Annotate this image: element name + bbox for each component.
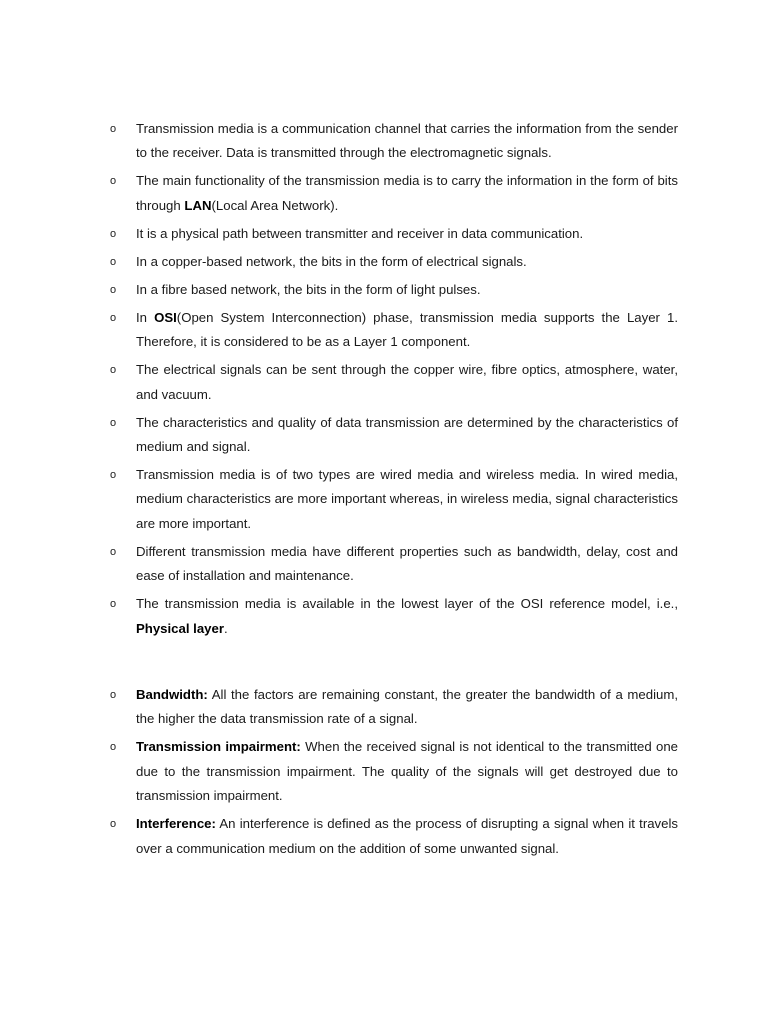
item-bold-term: Bandwidth: xyxy=(136,687,208,702)
bullet-circle-icon: o xyxy=(110,175,117,188)
list-item xyxy=(110,278,678,302)
bullet-circle-icon: o xyxy=(110,227,117,240)
item-text: An interference is defined as the process of disrupting a signal when it travels over a communication medium on the addition of some unwanted signal. xyxy=(136,816,678,856)
item-bold-term: Transmission impairment: xyxy=(136,739,301,755)
item-bold-term: Physical layer xyxy=(136,620,224,636)
item-bold-term: Interference: xyxy=(136,816,216,832)
bullet-circle-icon: o xyxy=(110,123,117,135)
bullet-circle-icon: o xyxy=(110,364,117,377)
item-text: The characteristics and quality of data transmission are determined by the characteristics of medium and signal. xyxy=(136,414,678,455)
list-item xyxy=(110,358,678,407)
item-text: . xyxy=(223,620,228,636)
transmission-media-list xyxy=(110,117,678,645)
item-text: In a copper-based network, the bits in the form of electrical signals. xyxy=(136,253,527,269)
item-text: The main functionality of the transmission media is to carry the information in the form of bits through xyxy=(136,173,678,213)
list-item xyxy=(110,592,678,641)
item-bold-term: LAN xyxy=(184,197,212,213)
bullet-circle-icon: o xyxy=(110,469,117,482)
list-item xyxy=(110,117,678,166)
item-text: Different transmission media have different properties such as bandwidth, delay, cost and ease of installation and maintenance. xyxy=(136,543,678,584)
bullet-circle-icon: o xyxy=(110,741,117,754)
list-item xyxy=(110,735,678,808)
item-text: Transmission media is of two types are wired media and wireless media. In wired media, medium characteristics are more important whereas, in wireless media, signal characteristics are more important. xyxy=(136,467,678,531)
item-text: Transmission media is a communication channel that carries the information from the sender to the receiver. Data is transmitted through the electromagnetic signals. xyxy=(136,121,678,161)
bullet-circle-icon: o xyxy=(110,416,117,429)
item-text: In a fibre based network, the bits in the form of light pulses. xyxy=(136,281,481,297)
bullet-circle-icon: o xyxy=(110,689,117,701)
item-bold-term: OSI xyxy=(154,309,177,325)
item-text: In xyxy=(136,309,155,325)
list-item xyxy=(110,169,678,218)
list-item xyxy=(110,812,678,861)
bullet-circle-icon: o xyxy=(110,311,117,324)
list-item xyxy=(110,306,678,355)
item-text: (Local Area Network). xyxy=(211,197,339,213)
bullet-circle-icon: o xyxy=(110,818,117,831)
item-text: (Open System Interconnection) phase, transmission media supports the Layer 1. Therefore, it is considered to be as a Layer 1 component. xyxy=(136,309,679,350)
list-item xyxy=(110,463,678,536)
item-text: The transmission media is available in the lowest layer of the OSI reference model, i.e., xyxy=(136,596,678,612)
bullet-circle-icon: o xyxy=(110,255,117,268)
bullet-circle-icon: o xyxy=(110,283,117,296)
list-item xyxy=(110,540,678,589)
list-item xyxy=(110,222,678,246)
bullet-circle-icon: o xyxy=(110,598,117,611)
factors-list xyxy=(110,683,678,865)
item-text: All the factors are remaining constant, the greater the bandwidth of a medium, the higher the data transmission rate of a signal. xyxy=(136,687,678,727)
list-item xyxy=(110,411,678,460)
item-text: The electrical signals can be sent through the copper wire, fibre optics, atmosphere, water, and vacuum. xyxy=(136,362,678,402)
item-text: It is a physical path between transmitter and receiver in data communication. xyxy=(136,225,584,241)
item-text: When the received signal is not identical to the transmitted one due to the transmission impairment. The quality of the signals will get destroyed due to transmission impairment. xyxy=(136,739,678,804)
list-item xyxy=(110,683,678,732)
bullet-circle-icon: o xyxy=(110,545,117,558)
list-item xyxy=(110,250,678,274)
